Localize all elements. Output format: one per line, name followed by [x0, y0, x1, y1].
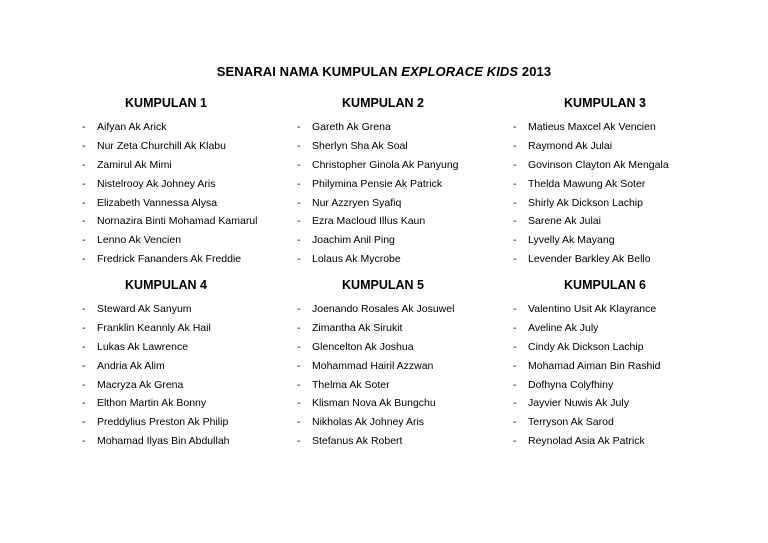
member-name: Joachim Anil Ping	[312, 234, 395, 247]
member-name: Cindy Ak Dickson Lachip	[528, 340, 644, 353]
list-bullet: -	[513, 215, 517, 228]
list-bullet: -	[513, 303, 517, 315]
member-name: Steward Ak Sanyum	[97, 303, 192, 315]
member-name: Levender Barkley Ak Bello	[528, 253, 651, 266]
member-name: Thelma Ak Soter	[312, 378, 390, 391]
member-name: Christopher Ginola Ak Panyung	[312, 158, 459, 171]
member-name: Matieus Maxcel Ak Vencien	[528, 121, 656, 133]
title-prefix: SENARAI NAMA KUMPULAN	[216, 64, 402, 79]
list-bullet: -	[513, 158, 517, 171]
list-bullet: -	[297, 435, 301, 448]
member-name: Nur Azzryen Syafiq	[312, 196, 402, 209]
member-name: Mohamad Aiman Bin Rashid	[528, 359, 661, 372]
member-name: Preddylius Preston Ak Philip	[97, 416, 229, 429]
list-bullet: -	[82, 321, 86, 334]
group-heading: KUMPULAN 5	[342, 278, 424, 292]
member-name: Elthon Martin Ak Bonny	[97, 397, 207, 410]
group-heading: KUMPULAN 2	[342, 96, 424, 110]
member-name: Govinson Clayton Ak Mengala	[528, 158, 669, 171]
list-bullet: -	[297, 321, 301, 334]
member-name: Sherlyn Sha Ak Soal	[312, 139, 408, 152]
list-bullet: -	[513, 234, 517, 247]
list-bullet: -	[297, 359, 301, 372]
list-bullet: -	[82, 215, 86, 228]
member-name: Lolaus Ak Mycrobe	[312, 253, 401, 266]
member-name: Lukas Ak Lawrence	[97, 340, 189, 353]
group-heading: KUMPULAN 4	[125, 278, 207, 292]
list-bullet: -	[82, 177, 86, 190]
member-name: Elizabeth Vannessa Alysa	[97, 196, 218, 209]
list-bullet: -	[513, 139, 517, 152]
list-bullet: -	[297, 378, 301, 391]
list-bullet: -	[82, 416, 86, 429]
member-name: Nistelrooy Ak Johney Aris	[97, 177, 216, 190]
list-bullet: -	[82, 121, 86, 133]
member-name: Valentino Usit Ak Klayrance	[528, 303, 657, 315]
member-name: Nikholas Ak Johney Aris	[312, 416, 425, 429]
list-bullet: -	[297, 215, 301, 228]
list-bullet: -	[513, 321, 517, 334]
member-name: Aveline Ak July	[528, 321, 599, 334]
member-name: Raymond Ak Julai	[528, 139, 613, 152]
list-bullet: -	[513, 378, 517, 391]
list-bullet: -	[82, 359, 86, 372]
list-bullet: -	[513, 121, 517, 133]
list-bullet: -	[297, 397, 301, 410]
member-name: Glencelton Ak Joshua	[312, 340, 414, 353]
member-name: Dofhyna Colyfhiny	[528, 378, 614, 391]
group-heading: KUMPULAN 1	[125, 96, 207, 110]
member-name: Aifyan Ak Arick	[97, 121, 167, 133]
list-bullet: -	[82, 139, 86, 152]
list-bullet: -	[82, 196, 86, 209]
member-name: Zimantha Ak Sirukit	[312, 321, 403, 334]
list-bullet: -	[82, 234, 86, 247]
member-name: Fredrick Fananders Ak Freddie	[97, 253, 242, 266]
member-name: Klisman Nova Ak Bungchu	[312, 397, 436, 410]
list-bullet: -	[297, 234, 301, 247]
title-suffix: 2013	[518, 64, 552, 79]
member-name: Terryson Ak Sarod	[528, 416, 614, 429]
list-bullet: -	[513, 416, 517, 429]
title-italic: EXPLORACE KIDS	[401, 64, 519, 79]
list-bullet: -	[297, 253, 301, 266]
member-name: Ezra Macloud Illus Kaun	[312, 215, 426, 228]
member-name: Nur Zeta Churchill Ak Klabu	[97, 139, 226, 152]
member-name: Franklin Keannly Ak Hail	[97, 321, 211, 334]
group-heading: KUMPULAN 6	[564, 278, 646, 292]
list-bullet: -	[297, 139, 301, 152]
list-bullet: -	[82, 397, 86, 410]
list-bullet: -	[297, 177, 301, 190]
member-name: Joenando Rosales Ak Josuwel	[312, 303, 455, 315]
list-bullet: -	[513, 435, 517, 448]
list-bullet: -	[513, 359, 517, 372]
member-name: Thelda Mawung Ak Soter	[528, 177, 646, 190]
member-name: Andria Ak Alim	[97, 359, 165, 372]
list-bullet: -	[82, 253, 86, 266]
member-name: Shirly Ak Dickson Lachip	[528, 196, 643, 209]
list-bullet: -	[513, 397, 517, 410]
member-name: Reynolad Asia Ak Patrick	[528, 435, 645, 448]
list-bullet: -	[297, 158, 301, 171]
member-name: Lenno Ak Vencien	[97, 234, 182, 247]
member-name: Mohamad Ilyas Bin Abdullah	[97, 435, 230, 448]
list-bullet: -	[82, 340, 86, 353]
list-bullet: -	[297, 340, 301, 353]
member-name: Nornazira Binti Mohamad Kamarul	[97, 215, 258, 228]
member-name: Jayvier Nuwis Ak July	[528, 397, 629, 410]
member-name: Sarene Ak Julai	[528, 215, 601, 228]
list-bullet: -	[513, 177, 517, 190]
list-bullet: -	[513, 196, 517, 209]
member-name: Gareth Ak Grena	[312, 121, 391, 133]
list-bullet: -	[82, 303, 86, 315]
member-name: Lyvelly Ak Mayang	[528, 234, 615, 247]
list-bullet: -	[297, 303, 301, 315]
member-name: Macryza Ak Grena	[97, 378, 184, 391]
member-name: Zamirul Ak Mimi	[97, 158, 172, 171]
list-bullet: -	[297, 416, 301, 429]
group-heading: KUMPULAN 3	[564, 96, 646, 110]
list-bullet: -	[297, 196, 301, 209]
document-title	[0, 64, 768, 79]
member-name: Philymina Pensie Ak Patrick	[312, 177, 443, 190]
member-name: Stefanus Ak Robert	[312, 435, 403, 448]
list-bullet: -	[82, 435, 86, 448]
list-bullet: -	[82, 378, 86, 391]
list-bullet: -	[513, 253, 517, 266]
list-bullet: -	[513, 340, 517, 353]
list-bullet: -	[297, 121, 301, 133]
member-name: Mohammad Hairil Azzwan	[312, 359, 434, 372]
list-bullet: -	[82, 158, 86, 171]
